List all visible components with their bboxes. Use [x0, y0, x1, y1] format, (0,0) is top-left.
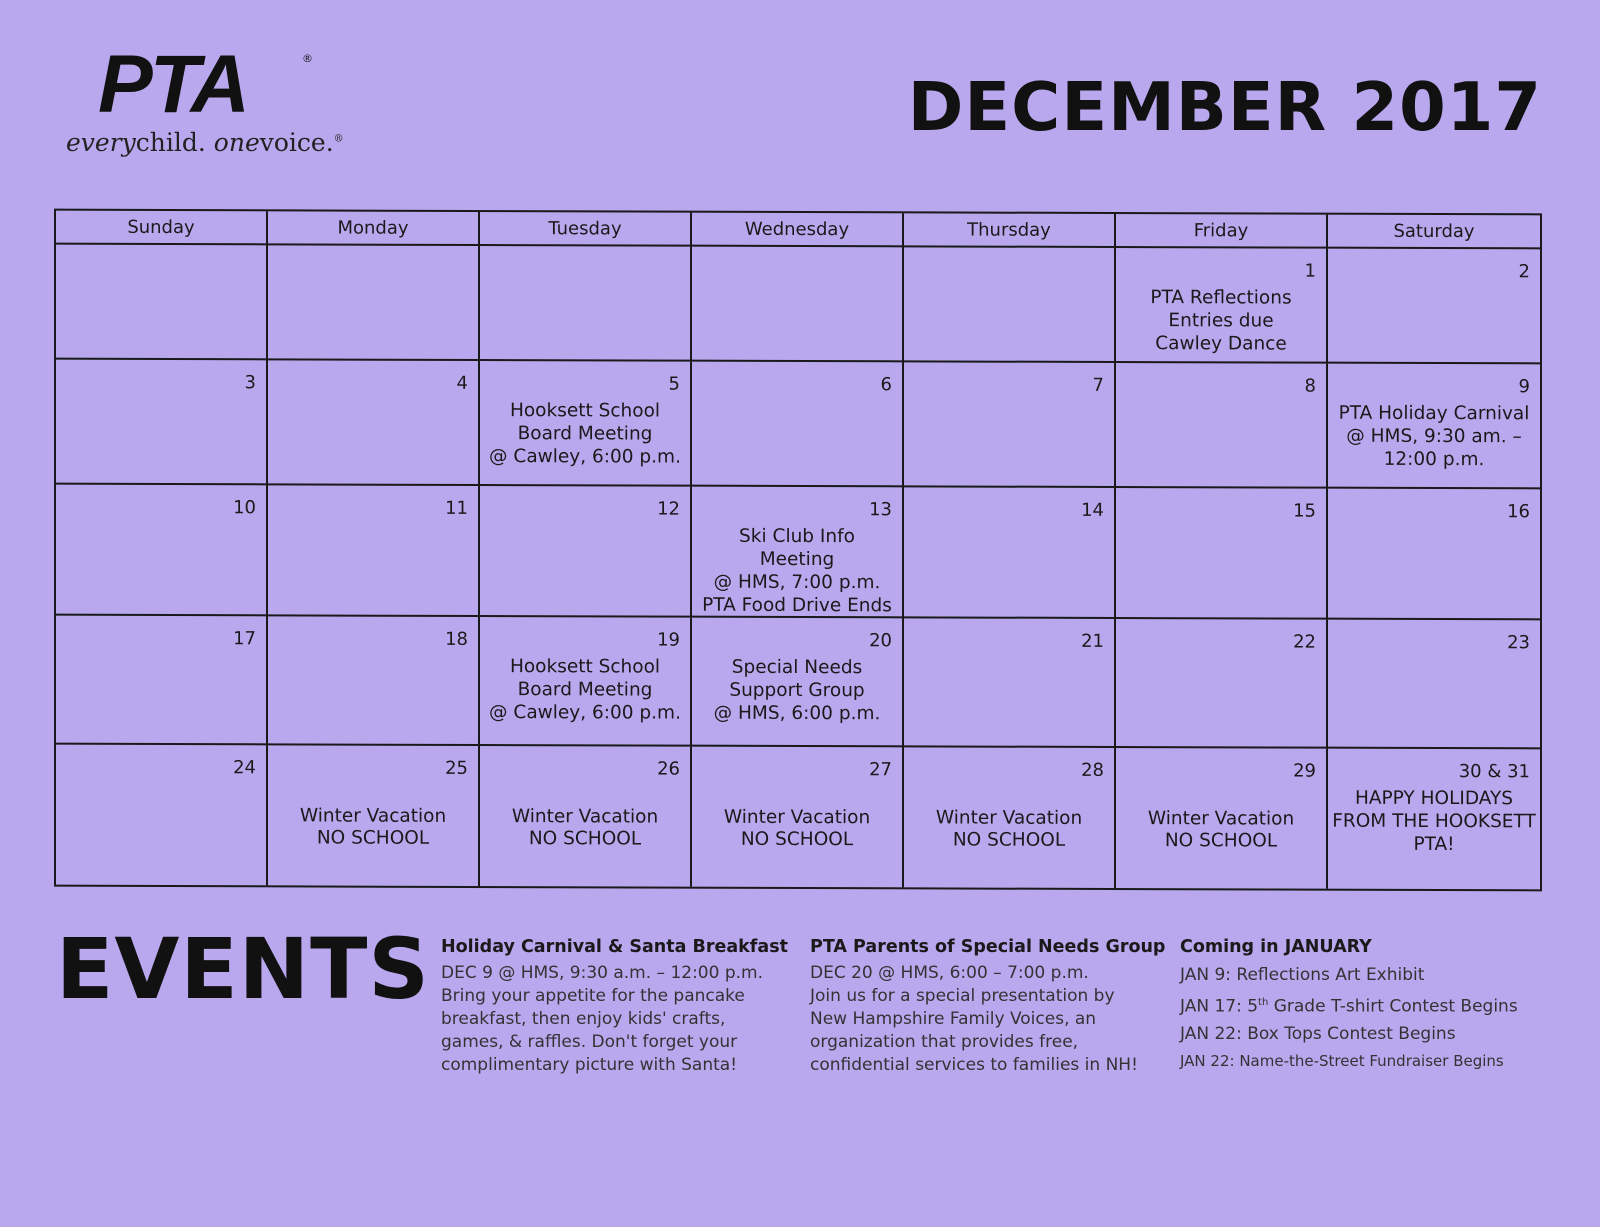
day-events	[904, 656, 1114, 657]
calendar-cell-wednesday	[692, 487, 904, 619]
day-number: 14	[1081, 499, 1104, 521]
day-events	[480, 524, 690, 525]
day-events	[268, 283, 478, 284]
day-events	[56, 398, 266, 399]
calendar-cell-tuesday	[480, 486, 692, 618]
calendar-cell-saturday	[1328, 489, 1540, 621]
calendar-cell-saturday	[1328, 749, 1540, 890]
day-events: Winter Vacation NO SCHOOL	[1147, 808, 1295, 852]
day-events	[904, 285, 1114, 286]
january-events	[1180, 937, 1580, 1075]
carnival-event	[441, 937, 788, 1077]
ordinal-suffix: th	[1258, 997, 1269, 1008]
special-needs-event	[810, 937, 1166, 1077]
calendar-cell-friday	[1116, 488, 1328, 620]
day-events: Winter Vacation NO SCHOOL	[299, 805, 447, 849]
day-events: Special Needs Support Group @ HMS, 6:00 p.m.	[713, 656, 881, 725]
tagline-voice: voice.	[259, 128, 334, 157]
january-item: JAN 9: Reflections Art Exhibit	[1180, 965, 1425, 985]
day-events	[1328, 527, 1540, 528]
registered-mark: ®	[302, 52, 313, 65]
day-number: 9	[1518, 376, 1530, 398]
day-number: 30 & 31	[1458, 761, 1530, 783]
day-number: 1	[1304, 260, 1316, 282]
calendar-cell-saturday	[1328, 249, 1540, 365]
day-number: 29	[1293, 760, 1316, 782]
day-header-thursday: Thursday	[904, 213, 1116, 248]
pta-logo-mark: PTA	[98, 39, 247, 130]
day-number: 19	[657, 629, 680, 651]
january-item: JAN 22: Name-the-Street Fundraiser Begins	[1180, 1051, 1504, 1070]
calendar-cell-sunday	[56, 745, 268, 886]
day-events	[268, 523, 478, 524]
day-number: 12	[657, 498, 680, 520]
day-events	[56, 283, 266, 284]
calendar-cell-friday	[1116, 248, 1328, 364]
day-events	[268, 654, 478, 655]
calendar-cell-thursday	[904, 362, 1116, 488]
day-number: 2	[1518, 261, 1530, 283]
day-events: PTA Holiday Carnival @ HMS, 9:30 am. – 12:00 p.m.	[1338, 402, 1530, 471]
pta-logo	[64, 39, 354, 164]
day-number: 21	[1081, 630, 1104, 652]
calendar-cell-sunday	[56, 245, 268, 361]
calendar-cell-sunday	[56, 485, 268, 617]
calendar-cell-monday	[268, 745, 480, 886]
calendar-cell-saturday	[1328, 364, 1540, 490]
calendar-cell-tuesday	[480, 746, 692, 887]
day-number: 6	[880, 374, 892, 396]
day-events	[1116, 657, 1326, 658]
day-events	[904, 525, 1114, 526]
day-events	[56, 654, 266, 655]
day-header-sunday: Sunday	[56, 211, 268, 246]
calendar-cell-sunday	[56, 616, 268, 746]
day-events	[56, 805, 266, 806]
january-item	[1180, 989, 1580, 1021]
day-events: Winter Vacation NO SCHOOL	[723, 806, 871, 851]
january-item-text: Grade T-shirt Contest Begins	[1268, 996, 1518, 1017]
calendar-cell-tuesday	[480, 617, 692, 747]
day-events	[692, 400, 902, 401]
tagline-every: every	[66, 128, 136, 157]
day-events: Hooksett School Board Meeting @ Cawley, 6:00 p.m.	[489, 656, 681, 724]
calendar-cell-wednesday	[692, 247, 904, 363]
day-events: HAPPY HOLIDAYS FROM THE HOOKSETT PTA!	[1332, 787, 1536, 856]
calendar-cell-monday	[268, 485, 480, 617]
calendar-cell-sunday	[56, 360, 268, 486]
day-number: 8	[1304, 375, 1316, 397]
page-title: DECEMBER 2017	[907, 68, 1542, 146]
calendar-cell-friday	[1116, 619, 1328, 749]
day-header-friday: Friday	[1116, 214, 1328, 249]
day-number: 5	[668, 373, 680, 395]
calendar-grid	[54, 209, 1542, 892]
day-events	[1328, 287, 1540, 288]
calendar-cell-monday	[268, 360, 480, 486]
carnival-body: DEC 9 @ HMS, 9:30 a.m. – 12:00 p.m. Bring your appetite for the pancake breakfast, then enjoy kids' crafts, games, & raffles. Don't forget your complimentary picture with Santa!	[441, 963, 764, 1075]
day-number: 15	[1293, 500, 1316, 522]
day-events: Winter Vacation NO SCHOOL	[511, 806, 659, 850]
tagline-one: one	[213, 128, 260, 157]
calendar-cell-wednesday	[692, 362, 904, 488]
january-heading: Coming in JANUARY	[1180, 937, 1372, 957]
day-number: 16	[1507, 501, 1530, 523]
day-events	[692, 285, 902, 286]
calendar-cell-saturday	[1328, 620, 1540, 750]
january-item: JAN 22: Box Tops Contest Begins	[1180, 1023, 1456, 1044]
day-events	[1116, 401, 1326, 402]
day-events: PTA Reflections Entries due Cawley Dance	[1150, 287, 1292, 355]
day-number: 22	[1293, 631, 1316, 653]
tagline-child: child.	[135, 128, 206, 157]
day-header-monday: Monday	[268, 211, 480, 246]
calendar-cell-thursday	[904, 247, 1116, 363]
day-number: 20	[869, 630, 892, 652]
calendar-cell-wednesday	[692, 747, 904, 888]
calendar-cell-thursday	[904, 747, 1116, 888]
january-item-text: JAN 17: 5	[1180, 996, 1259, 1017]
day-number: 27	[869, 759, 892, 781]
calendar-cell-tuesday	[480, 246, 692, 362]
special-needs-heading: PTA Parents of Special Needs Group	[810, 937, 1166, 957]
calendar-cell-thursday	[904, 487, 1116, 619]
day-number: 17	[233, 628, 256, 650]
day-number: 10	[233, 497, 256, 519]
calendar-cell-monday	[268, 616, 480, 746]
events-title: EVENTS	[56, 920, 430, 1018]
day-number: 25	[445, 757, 468, 779]
calendar-cell-friday	[1116, 748, 1328, 889]
day-number: 23	[1507, 632, 1530, 654]
day-number: 7	[1092, 374, 1104, 396]
special-needs-body: DEC 20 @ HMS, 6:00 – 7:00 p.m. Join us for a special presentation by New Hampshire Family Voices, an organization that provides free, confidential services to families in NH!	[810, 963, 1138, 1075]
day-number: 18	[445, 628, 468, 650]
tagline-registered-mark: ®	[333, 133, 344, 145]
day-events	[268, 398, 478, 399]
day-events	[56, 523, 266, 524]
calendar-cell-friday	[1116, 363, 1328, 489]
day-header-saturday: Saturday	[1328, 215, 1540, 250]
calendar-cell-monday	[268, 245, 480, 361]
day-events	[480, 284, 690, 285]
day-number: 4	[456, 372, 468, 394]
day-header-wednesday: Wednesday	[692, 213, 904, 248]
day-number: 24	[233, 757, 256, 779]
day-events: Ski Club Info Meeting @ HMS, 7:00 p.m. PTA Food Drive Ends	[702, 525, 892, 617]
calendar-cell-thursday	[904, 618, 1116, 748]
pta-tagline	[66, 128, 344, 157]
day-number: 3	[244, 372, 256, 394]
day-events: Winter Vacation NO SCHOOL	[935, 807, 1083, 851]
day-number: 11	[445, 497, 468, 519]
day-events	[904, 400, 1114, 401]
day-header-tuesday: Tuesday	[480, 212, 692, 247]
calendar-cell-tuesday	[480, 361, 692, 487]
day-number: 13	[869, 499, 892, 521]
day-events	[1116, 526, 1326, 527]
calendar-cell-wednesday	[692, 618, 904, 748]
day-events: Hooksett School Board Meeting @ Cawley, 6:00 p.m.	[489, 400, 681, 468]
day-number: 28	[1081, 759, 1104, 781]
day-events	[1328, 658, 1540, 659]
day-number: 26	[657, 758, 680, 780]
carnival-heading: Holiday Carnival & Santa Breakfast	[441, 937, 788, 957]
